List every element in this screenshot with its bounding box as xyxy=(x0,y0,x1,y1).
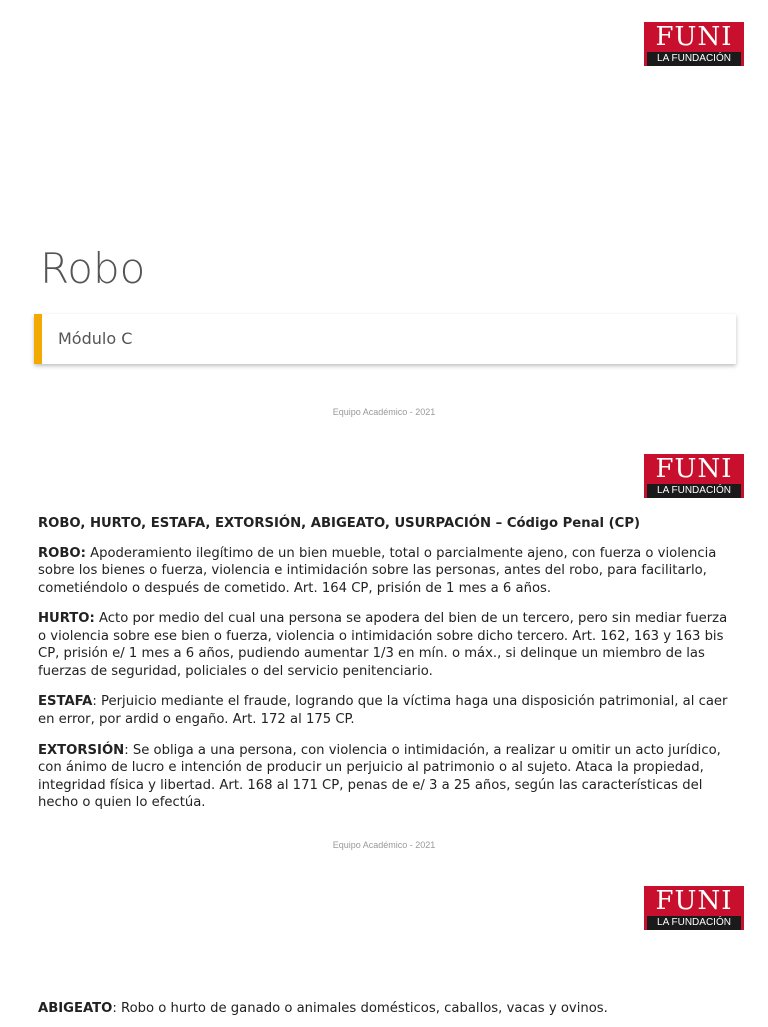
term: EXTORSIÓN xyxy=(38,742,125,758)
slide-content xyxy=(38,515,738,821)
logo-main-text: FUNI xyxy=(644,22,744,52)
definition-text: Acto por medio del cual una persona se apodera del bien de un tercero, pero sin mediar fuerza o violencia sobre ese bien o fuerza, violencia o intimidación sobre dicho tercero. Art. 162, 163 y 163 bis CP, prisión e/ 1 mes a 6 años, pudiendo aumentar 1/3 en mín. o máx., si delinque un miembro de las fuerzas de seguridad, policiales o del servicio penitenciario. xyxy=(38,611,728,679)
slide-definitions xyxy=(0,440,768,874)
funi-logo xyxy=(644,454,744,498)
slide-footer: Equipo Académico - 2021 xyxy=(332,840,436,850)
subtitle-box xyxy=(34,314,736,364)
slide-content xyxy=(38,1000,738,1027)
funi-logo xyxy=(644,22,744,66)
definition-text: : Robo o hurto de ganado o animales domésticos, caballos, vacas y ovinos. xyxy=(112,1001,608,1016)
definition-text: : Perjuicio mediante el fraude, logrando que la víctima haga una disposición patrimonial, al caer en error, por ardid o engaño. Art. 172 al 175 CP. xyxy=(38,694,728,727)
subtitle: Módulo C xyxy=(58,329,133,348)
definition-text: : Se obliga a una persona, con violencia o intimidación, a realizar u omitir un acto jurídico, con ánimo de lucro e intención de producir un perjuicio al patrimonio o al sujeto. Ataca la propiedad, integridad física y libertad. Art. 168 al 171 CP, penas de e/ 3 a 25 años, según las características del hecho o quien lo efectúa. xyxy=(38,742,721,811)
term: HURTO: xyxy=(38,611,95,627)
definition-hurto xyxy=(38,610,738,680)
logo-main-text: FUNI xyxy=(644,454,744,484)
slide-abigeato xyxy=(0,874,768,1024)
definition-abigeato xyxy=(38,1000,738,1018)
term: ESTAFA xyxy=(38,694,93,710)
term: ROBO: xyxy=(38,545,86,561)
funi-logo xyxy=(644,886,744,930)
definition-text: Apoderamiento ilegítimo de un bien mueble, total o parcialmente ajeno, con fuerza o violencia sobre los bienes o fuerza, violencia e intimidación sobre las personas, antes del robo, para facilitarlo, cometiéndolo o después de cometido. Art. 164 CP, prisión de 1 mes a 6 años. xyxy=(38,545,717,596)
logo-sub-text: LA FUNDACIÓN xyxy=(644,484,744,498)
definition-extorsion xyxy=(38,742,738,812)
logo-main-text: FUNI xyxy=(644,886,744,916)
section-heading: ROBO, HURTO, ESTAFA, EXTORSIÓN, ABIGEATO, USURPACIÓN – Código Penal (CP) xyxy=(38,516,641,531)
slide-title xyxy=(0,0,768,440)
definition-estafa xyxy=(38,693,738,728)
definition-robo xyxy=(38,545,738,598)
page-title: Robo xyxy=(40,244,146,293)
term: ABIGEATO xyxy=(38,1001,113,1016)
logo-sub-text: LA FUNDACIÓN xyxy=(644,52,744,66)
logo-sub-text: LA FUNDACIÓN xyxy=(644,916,744,930)
slide-footer: Equipo Académico - 2021 xyxy=(332,407,436,417)
